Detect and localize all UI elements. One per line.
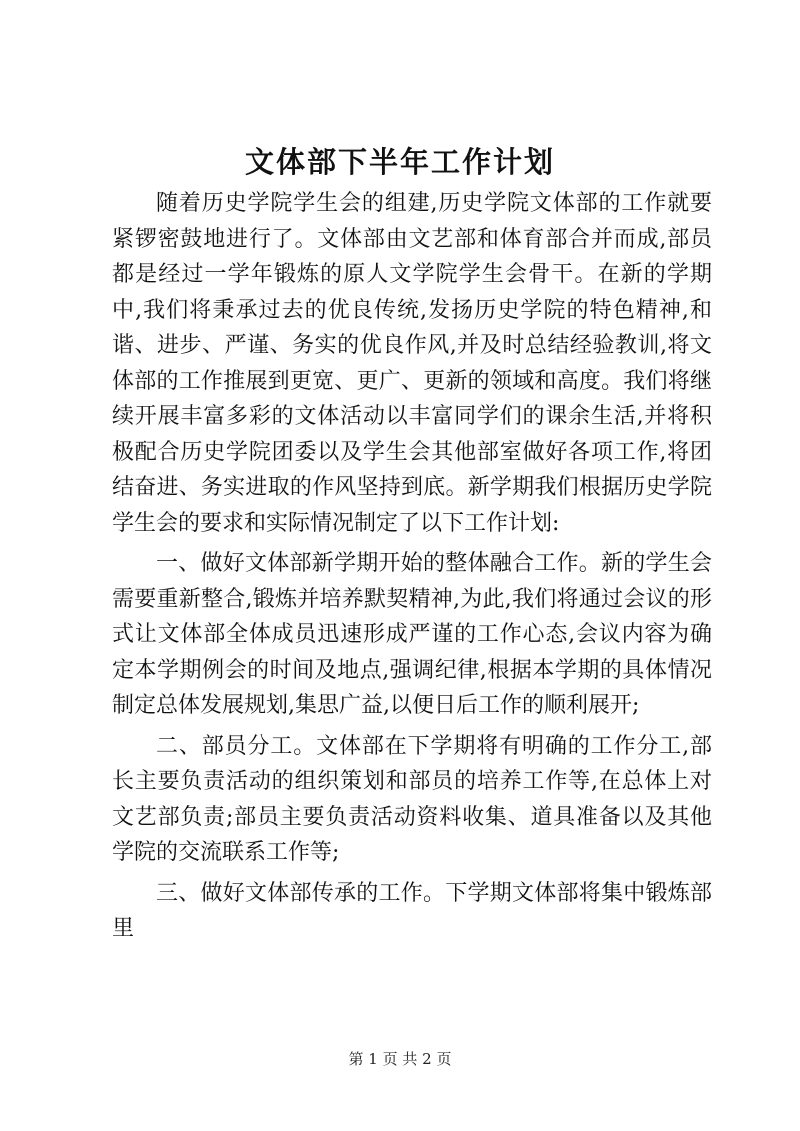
- paragraph-item-2: 二、部员分工。文体部在下学期将有明确的工作分工,部长主要负责活动的组织策划和部员的培养工作等,在总体上对文艺部负责;部员主要负责活动资料收集、道具准备以及其他学院的交流联系工作等;: [112, 733, 712, 865]
- document-body: [112, 186, 712, 952]
- paragraph-item-3: 三、做好文体部传承的工作。下学期文体部将集中锻炼部里: [112, 880, 712, 941]
- paragraph-item-1: 一、做好文体部新学期开始的整体融合工作。新的学生会需要重新整合,锻炼并培养默契精神,为此,我们将通过会议的形式让文体部全体成员迅速形成严谨的工作心态,会议内容为确定本学期例会的时间及地点,强调纪律,根据本学期的具体情况制定总体发展规划,集思广益,以便日后工作的顺利展开;: [112, 551, 712, 718]
- page-footer: [0, 1049, 800, 1069]
- paragraph-intro: 随着历史学院学生会的组建,历史学院文体部的工作就要紧锣密鼓地进行了。文体部由文艺部和体育部合并而成,部员都是经过一学年锻炼的原人文学院学生会骨干。在新的学期中,我们将秉承过去的优良传统,发扬历史学院的特色精神,和谐、进步、严谨、务实的优良作风,并及时总结经验教训,将文体部的工作推展到更宽、更广、更新的领域和高度。我们将继续开展丰富多彩的文体活动以丰富同学们的课余生活,并将积极配合历史学院团委以及学生会其他部室做好各项工作,将团结奋进、务实进取的作风坚持到底。新学期我们根据历史学院学生会的要求和实际情况制定了以下工作计划:: [112, 191, 712, 536]
- document-title: 文体部下半年工作计划: [244, 145, 555, 179]
- page-indicator: 第 1 页 共 2 页: [348, 1050, 452, 1068]
